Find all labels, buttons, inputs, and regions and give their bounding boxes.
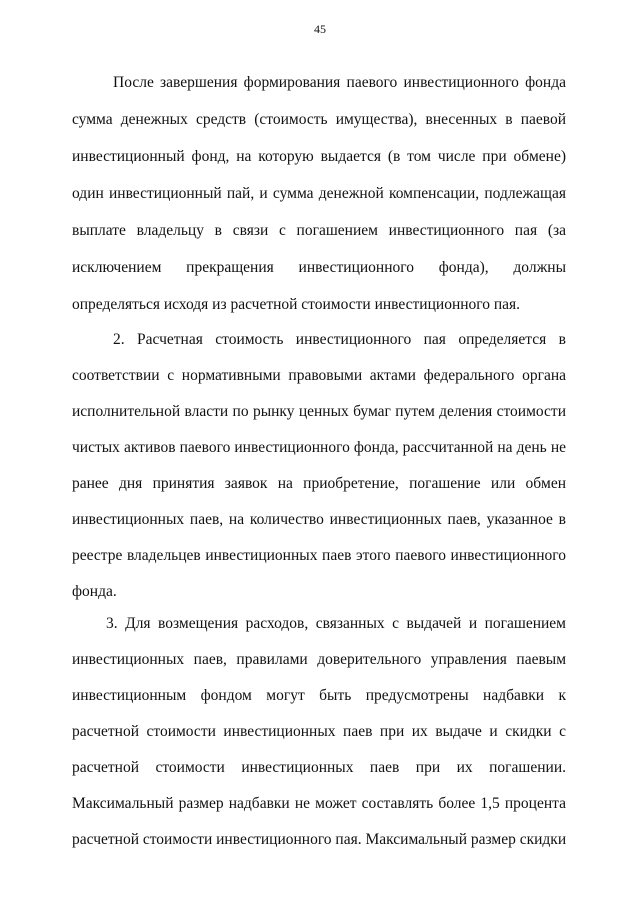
paragraph-1-line-7: определяться исходя из расчетной стоимости инвестиционного пая. bbox=[72, 296, 521, 313]
paragraph-3-line-2: инвестиционных паев, правилами доверительного управления паевым bbox=[72, 651, 566, 668]
paragraph-1-line-3: инвестиционный фонд, на которую выдается (в том числе при обмене) bbox=[72, 148, 566, 165]
paragraph-2-line-5: ранее дня принятия заявок на приобретение, погашение или обмен bbox=[72, 475, 566, 492]
paragraph-2-line-1: 2. Расчетная стоимость инвестиционного пая определяется в bbox=[113, 331, 566, 348]
paragraph-2-line-2: соответствии с нормативными правовыми актами федерального органа bbox=[72, 367, 566, 384]
paragraph-3-line-7: расчетной стоимости инвестиционного пая. Максимальный размер скидки bbox=[72, 831, 567, 848]
paragraph-1-line-4: один инвестиционный пай, и сумма денежной компенсации, подлежащая bbox=[72, 185, 566, 202]
paragraph-3-line-1: 3. Для возмещения расходов, связанных с выдачей и погашением bbox=[106, 615, 566, 632]
paragraph-1-line-2: сумма денежных средств (стоимость имущества), внесенных в паевой bbox=[72, 111, 566, 128]
paragraph-3-line-6: Максимальный размер надбавки не может составлять более 1,5 процента bbox=[72, 795, 566, 812]
paragraph-2-line-4: чистых активов паевого инвестиционного фонда, рассчитанной на день не bbox=[72, 439, 566, 456]
paragraph-2-line-8: фонда. bbox=[72, 583, 117, 600]
paragraph-1-line-5: выплате владельцу в связи с погашением инвестиционного пая (за bbox=[72, 222, 566, 239]
paragraph-3-line-5: расчетной стоимости инвестиционных паев при их погашении. bbox=[72, 759, 566, 776]
paragraph-2-line-6: инвестиционных паев, на количество инвестиционных паев, указанное в bbox=[72, 511, 566, 528]
page-number: 45 bbox=[314, 22, 326, 36]
paragraph-1-line-1: После завершения формирования паевого инвестиционного фонда bbox=[113, 74, 566, 91]
paragraph-3-line-3: инвестиционным фондом могут быть предусмотрены надбавки к bbox=[72, 687, 566, 704]
paragraph-3-line-4: расчетной стоимости инвестиционных паев при их выдаче и скидки с bbox=[72, 723, 566, 740]
paragraph-2-line-3: исполнительной власти по рынку ценных бумаг путем деления стоимости bbox=[72, 403, 566, 420]
paragraph-1-line-6: исключением прекращения инвестиционного фонда), должны bbox=[72, 259, 566, 276]
paragraph-2-line-7: реестре владельцев инвестиционных паев этого паевого инвестиционного bbox=[72, 547, 566, 564]
